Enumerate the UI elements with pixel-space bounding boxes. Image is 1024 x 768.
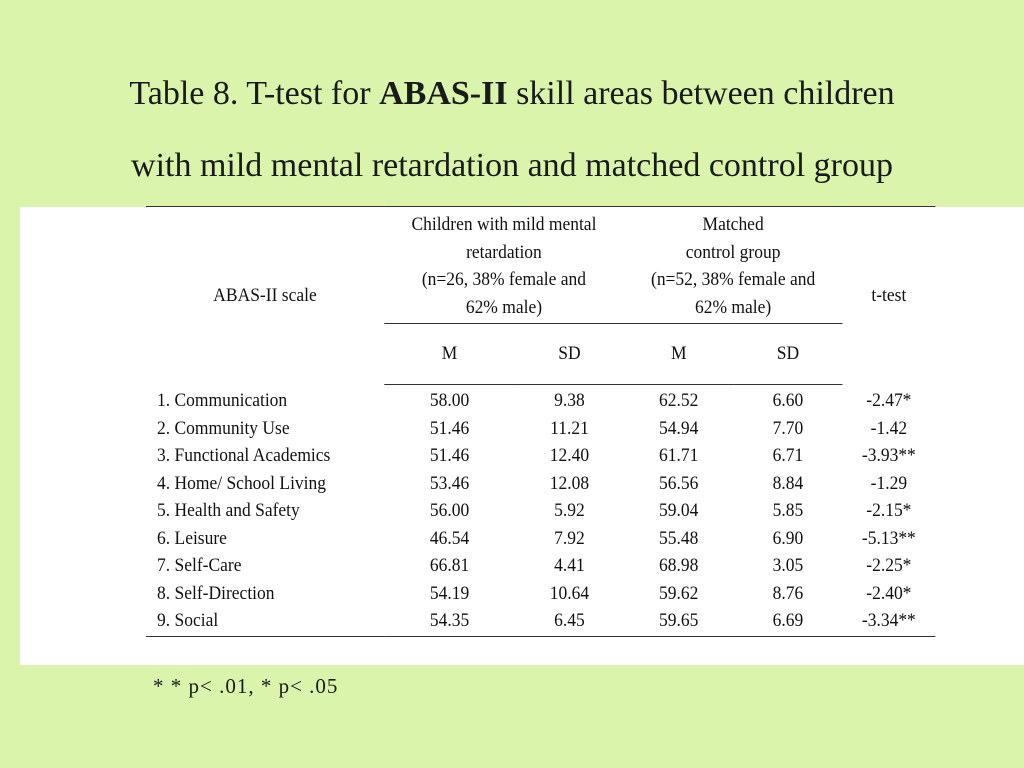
scale-column-header: ABAS-II scale: [213, 285, 317, 306]
ttest-cell: -3.93**: [861, 445, 916, 466]
sd-group1-cell: 12.40: [549, 445, 590, 466]
mean-group2-cell: 59.65: [624, 607, 734, 636]
mean-group2-cell: 61.71: [659, 445, 699, 466]
title-line-1: Table 8. T-test for ABAS-II skill areas between children: [129, 75, 895, 112]
scale-cell: 5. Health and Safety: [157, 500, 300, 521]
ttest-cell: -2.25*: [866, 555, 912, 576]
sd-group1-cell: 11.21: [550, 417, 589, 439]
mean-group2-cell: 68.98: [659, 555, 699, 576]
g2-line: Matched: [702, 214, 764, 235]
significance-footnote: * * p< .01, * p< .05: [153, 674, 339, 698]
table-row: [146, 580, 935, 608]
table-row: [146, 442, 935, 470]
g2-line: (n=52, 38% female and: [650, 269, 816, 290]
mean-group1-cell: 54.35: [384, 607, 515, 636]
mean-group2-cell: 54.94: [659, 417, 699, 439]
sd-group2-cell: 5.85: [772, 500, 804, 521]
mean-group1-cell: 54.19: [429, 582, 470, 604]
scale-cell: 4. Home/ School Living: [157, 472, 327, 494]
ttest-cell: -2.15*: [866, 500, 912, 521]
title-line-2: with mild mental retardation and matched control group: [131, 147, 893, 184]
scale-cell: 8. Self-Direction: [157, 582, 275, 604]
g1-line: 62% male): [465, 296, 543, 318]
group1-header: [384, 207, 624, 324]
ttest-table: [146, 206, 935, 637]
sd-group2-cell: 6.69: [734, 607, 843, 636]
g1-line: retardation: [466, 241, 542, 263]
mean-group1-cell: 58.00: [429, 390, 470, 411]
mean-group1-cell: 46.54: [429, 527, 470, 549]
table-row: [146, 415, 935, 443]
sd-group1-cell: 5.92: [554, 500, 585, 521]
table-row: [146, 607, 935, 636]
scale-cell: 2. Community Use: [157, 417, 290, 439]
slide-title: [0, 58, 1024, 202]
ttest-cell: -1.42: [870, 417, 908, 439]
ttest-cell: -2.47*: [866, 389, 912, 411]
table-row: [146, 497, 935, 525]
table-row: [146, 525, 935, 553]
sub-header-m1: M: [384, 324, 515, 385]
g2-line: control group: [685, 241, 781, 263]
sub-header-sd1: SD: [515, 324, 624, 385]
mean-group2-cell: 56.56: [659, 472, 699, 494]
table-row: [146, 470, 935, 498]
mean-group2-cell: 59.04: [659, 500, 699, 521]
sub-header-m2: M: [624, 324, 734, 385]
mean-group1-cell: 51.46: [429, 445, 470, 466]
mean-group1-cell: 51.46: [429, 417, 470, 439]
sub-header-sd2: SD: [734, 324, 843, 385]
mean-group1-cell: 53.46: [429, 472, 470, 494]
scale-cell: 9. Social: [146, 607, 384, 636]
g1-line: (n=26, 38% female and: [421, 269, 587, 290]
table-body: [146, 385, 935, 637]
ttest-cell: -5.13**: [861, 527, 916, 549]
sd-group2-cell: 7.70: [772, 417, 804, 439]
sd-group2-cell: 8.84: [772, 472, 804, 494]
ttest-cell: -1.29: [870, 472, 908, 494]
scale-cell: 7. Self-Care: [157, 555, 242, 576]
sd-group2-cell: 6.60: [772, 390, 804, 411]
sd-group1-cell: 6.45: [515, 607, 624, 636]
sd-group2-cell: 6.90: [772, 527, 804, 549]
mean-group2-cell: 59.62: [659, 582, 699, 604]
ttest-cell: -3.34**: [842, 607, 935, 636]
group2-header: [624, 207, 842, 324]
mean-group2-cell: 62.52: [659, 390, 699, 411]
mean-group1-cell: 66.81: [429, 555, 470, 576]
sd-group2-cell: 8.76: [772, 582, 804, 604]
scale-cell: 6. Leisure: [157, 527, 227, 549]
mean-group2-cell: 55.48: [659, 527, 699, 549]
sd-group2-cell: 3.05: [772, 555, 804, 576]
mean-group1-cell: 56.00: [429, 500, 470, 521]
sd-group1-cell: 10.64: [549, 582, 590, 604]
scale-cell: 1. Communication: [157, 389, 288, 411]
scale-cell: 3. Functional Academics: [157, 445, 331, 466]
sd-group1-cell: 12.08: [549, 472, 590, 494]
sd-group1-cell: 9.38: [554, 390, 585, 411]
sd-group2-cell: 6.71: [772, 445, 804, 466]
sd-group1-cell: 4.41: [554, 555, 585, 576]
g1-line: Children with mild mental: [411, 214, 597, 235]
ttest-column-header: t-test: [871, 285, 907, 306]
g2-line: 62% male): [695, 296, 772, 318]
table-row: [146, 552, 935, 580]
table-row: [146, 385, 935, 415]
sd-group1-cell: 7.92: [554, 527, 585, 549]
ttest-cell: -2.40*: [866, 582, 912, 604]
title-bold-term: ABAS-II: [379, 75, 508, 112]
